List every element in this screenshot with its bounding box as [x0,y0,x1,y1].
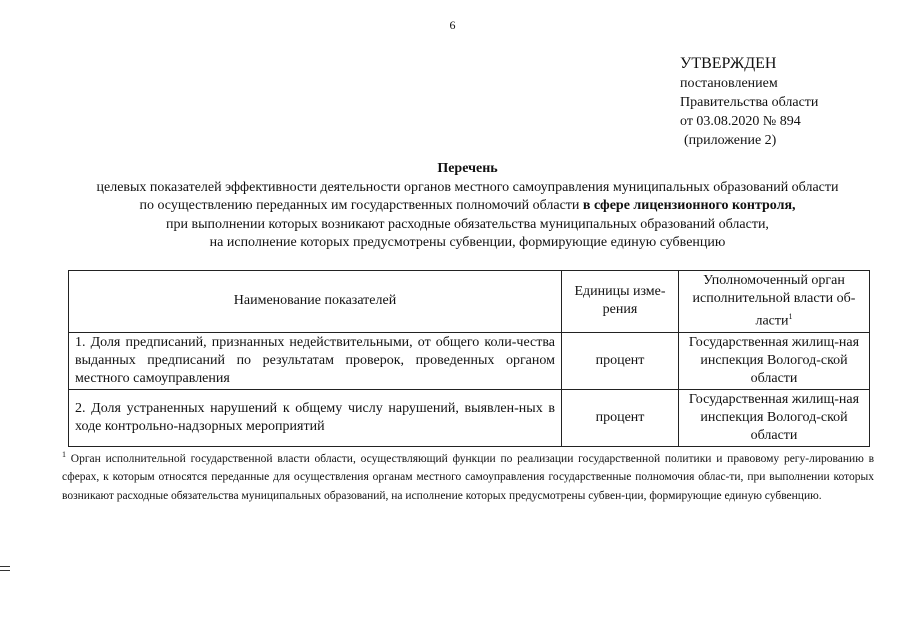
header-footnote-mark: 1 [788,312,793,321]
row-1-authority: Государственная жилищ-ная инспекция Вологод-ской области [679,332,870,389]
footnote-text: Орган исполнительной государственной власти области, осуществляющий функции по реализации государственной политики и правовому регу-лированию в сферах, к которым относятся переданные для осуществления органам местного самоуправления государственные полномочия облас-ти, при выполнении которых возникают расходные обязательства муниципальных образований, на исполнение которых предусмотрены субвен-ции, формирующие единую субвенцию. [62,452,874,502]
row-2-authority: Государственная жилищ-ная инспекция Вологод-ской области [679,389,870,446]
page-number: 6 [449,18,456,32]
header-unit: Единицы изме-рения [562,271,679,333]
title-line-2 [40,197,895,216]
title-line-1: целевых показателей эффективности деятельности органов местного самоуправления муниципальных образований области [96,179,839,195]
footnote-mark: 1 [62,450,66,459]
title-line-2-text: по осуществлению переданных им государственных полномочий области [139,198,583,213]
table-header-row [69,271,870,333]
approval-stamp [680,54,818,150]
header-authority [679,271,870,333]
row-2-name: 2. Доля устраненных нарушений к общему числу нарушений, выявлен-ных в ходе контрольно-надзорных мероприятий [69,389,562,446]
approval-line-3: от 03.08.2020 № 894 [680,114,801,129]
approval-heading: УТВЕРЖДЕН [680,55,777,72]
indicators-table [68,270,870,447]
footnote [62,446,874,505]
row-2-unit: процент [562,389,679,446]
table-row [69,389,870,446]
title-line-2-bold: в сфере лицензионного контроля, [582,198,796,213]
row-1-name: 1. Доля предписаний, признанных недействительными, от общего коли-чества выданных предписаний по результатам проверок, проведенных органом местного самоуправления [69,332,562,389]
title-line-4: на исполнение которых предусмотрены субвенции, формирующие единую субвенцию [209,235,726,250]
approval-line-4: (приложение 2) [684,133,777,148]
approval-line-1: постановлением [680,76,778,91]
title-line-3: при выполнении которых возникают расходные обязательства муниципальных образований области, [166,216,769,232]
document-title-block [40,160,895,253]
document-title: Перечень [437,161,498,176]
margin-mark [0,566,10,571]
header-authority-text: Уполномоченный орган исполнительной власти об-ласти [692,273,856,329]
approval-line-2: Правительства области [680,95,819,110]
table-row [69,332,870,389]
row-1-unit: процент [562,332,679,389]
header-name: Наименование показателей [69,271,562,333]
